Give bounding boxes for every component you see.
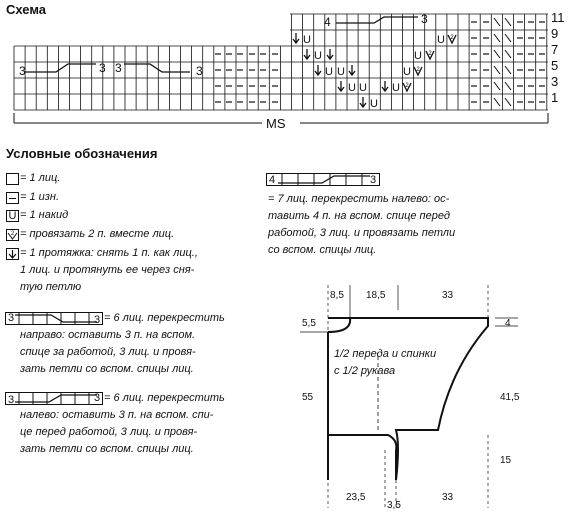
legend-line: = 6 лиц. перекрестить [104,312,225,324]
cable-seven-label-left: 4 [269,174,276,186]
slant-mark [505,82,511,90]
pattern-caption [334,346,436,380]
slant-mark [494,18,500,26]
slant-mark [505,66,511,74]
stitch-symbol: U [370,98,378,110]
slant-mark [505,18,511,26]
empty-square-icon [6,173,19,185]
slant-mark [505,98,511,106]
stitch-symbol: U [348,82,356,94]
chart-cable-label-left: 3 [19,64,26,78]
legend-line: це перед работой, 3 лиц. и провя- [20,426,198,438]
cable-mark [327,49,333,59]
cable-left-text [104,390,225,407]
chart-cable-label-top-left: 4 [324,15,331,29]
cable-mark [338,81,344,91]
cable-left-label-left: 3 [8,394,15,406]
stitch-symbol: U [337,66,345,78]
slant-mark [505,50,511,58]
legend-item-knit: = 1 лиц. [20,172,61,184]
legend-line: направо: оставить 3 п. на вспом. [20,329,196,341]
stitch-symbol: 2 [428,51,432,57]
legend-item-pull-through [20,245,198,296]
cable-mark [304,49,310,59]
legend-title: Условные обозначения [6,146,158,161]
cable-mark [360,97,366,107]
cable-right-label-left: 3 [8,312,15,324]
row-number: 5 [551,58,559,73]
slant-mark [494,66,500,74]
cable-left-icon [5,392,103,406]
legend-item-yarn-over: = 1 накид [20,209,69,221]
meas-bottom-sleeve: 33 [442,492,454,503]
legend-line: со вспом. спицы лиц. [268,244,377,256]
garment-pattern [290,280,570,513]
meas-shoulder-slope: 4 [505,318,511,329]
stitch-symbol: U [325,66,333,78]
caption-line: с 1/2 рукава [334,365,396,377]
cable-mark [382,81,388,91]
meas-neck-depth: 5,5 [302,318,316,329]
cable-mark [315,65,321,75]
stitch-symbol: U [392,82,400,94]
stitch-symbol: U [414,50,422,62]
legend-line: зать петли со вспом. спицы лиц. [20,363,194,375]
legend-line: = 6 лиц. перекрестить [104,392,225,404]
stitch-symbol: U [314,50,322,62]
legend-line: 1 лиц. и протянуть ее через сня- [20,264,195,276]
meas-bottom-body: 23,5 [346,492,366,503]
cable-right-label-right: 3 [94,314,101,326]
row-number: 9 [551,26,559,41]
stitch-symbol: 2 [405,83,409,89]
slant-mark [494,98,500,106]
legend-line: тавить 4 п. на вспом. спице перед [268,210,450,222]
k2tog-icon [6,229,19,241]
meas-left-height: 55 [302,392,314,403]
pull-through-icon [6,248,19,260]
legend-item-purl: = 1 изн. [20,191,59,203]
cable-right-icon [5,312,103,326]
cable-mark [293,33,299,43]
svg-text:2: 2 [10,231,15,237]
stitch-symbol: U [303,34,311,46]
stitch-symbol: U [359,82,367,94]
chart-cable-label-mid: 3 [99,61,106,75]
dash-square-icon [6,192,19,204]
legend-line: = 1 протяжка: снять 1 п. как лиц., [20,247,198,259]
row-number: 7 [551,42,559,57]
meas-bottom-gap: 3,5 [387,500,401,511]
scheme-title: Схема [6,2,47,17]
legend-item-k2tog: = провязать 2 п. вместе лиц. [20,228,175,240]
cable-mark [349,65,355,75]
cable-mark [24,64,96,72]
legend-line: работой, 3 лиц. и провязать петли [268,227,456,239]
chart-cable-label-mid2: 3 [115,61,122,75]
meas-top-neck: 8,5 [330,290,344,301]
stitch-symbol: 2 [416,67,420,73]
caption-line: 1/2 переда и спинки [334,348,437,360]
stitch-symbol: U [403,66,411,78]
slant-mark [494,82,500,90]
cable-seven-text [268,191,455,259]
cable-left-text-cont [20,407,213,458]
slant-mark [494,50,500,58]
slant-mark [505,34,511,42]
cable-right-text-cont [20,327,196,378]
slant-mark [494,34,500,42]
cable-mark [336,17,418,23]
cable-seven-label-right: 3 [370,174,377,186]
yarn-over-icon: U [6,210,19,222]
stitch-symbol: U [437,34,445,46]
cable-left-label-right: 3 [94,392,101,404]
legend-line: зать петли со вспом. спицы лиц. [20,443,194,455]
legend-line: тую петлю [20,281,82,293]
meas-top-sleeve: 33 [442,290,454,301]
ms-label: MS [266,116,286,131]
chart-cable-label-right: 3 [196,64,203,78]
legend-line: спице за работой, 3 лиц. и провя- [20,346,196,358]
cable-seven-icon [266,173,380,187]
chart-cable-label-top-right: 3 [421,12,428,26]
stitch-symbol: 2 [450,35,454,41]
row-number: 1 [551,90,559,105]
legend-line: налево: оставить 3 п. на вспом. спи- [20,409,214,421]
row-number: 11 [551,10,565,25]
meas-right-height: 41,5 [500,392,520,403]
legend-line: = 7 лиц. перекрестить налево: ос- [268,193,450,205]
meas-top-shoulder: 18,5 [366,290,386,301]
meas-cuff-height: 15 [500,455,512,466]
row-number: 3 [551,74,559,89]
cable-right-text [104,310,225,327]
row-numbers [551,10,565,106]
